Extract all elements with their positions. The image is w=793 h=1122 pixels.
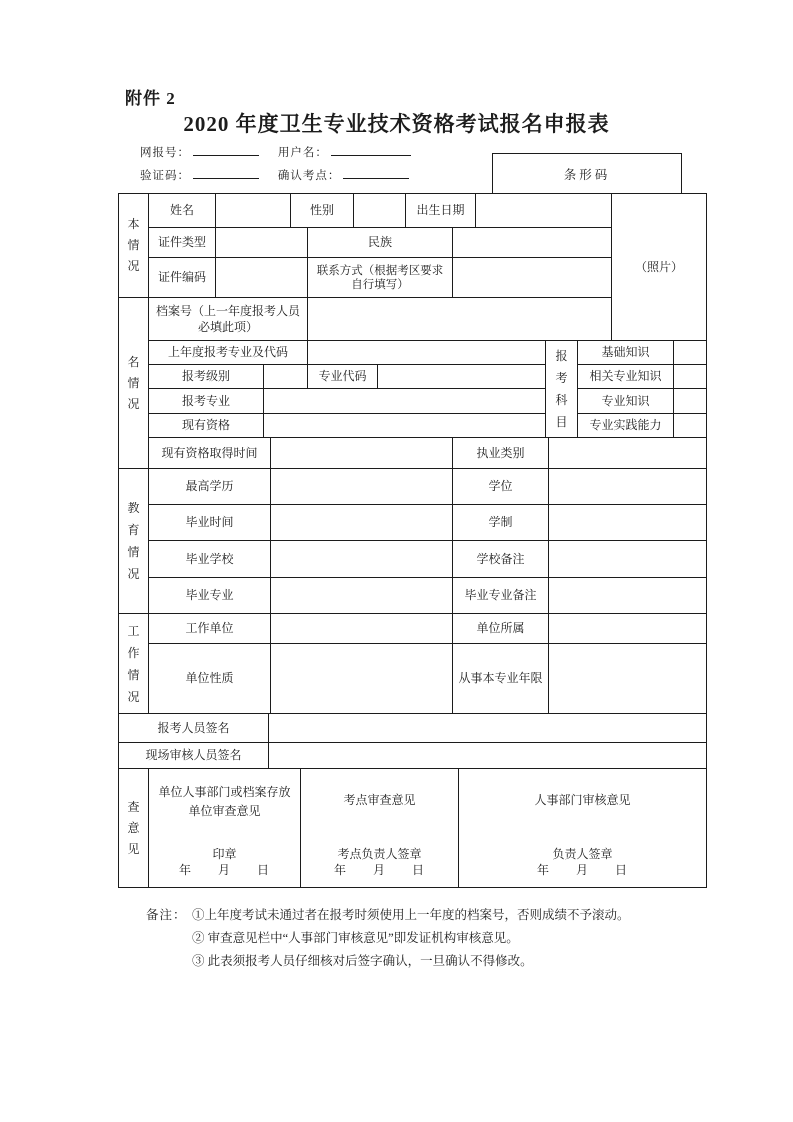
unit-review-date-label: 年 月 日 (178, 863, 270, 877)
ethnicity-value-cell (452, 227, 612, 258)
section-label-registration: 名情况 (118, 297, 149, 469)
prev-major-code-value-cell (307, 340, 546, 365)
grad-major-note-value-cell (548, 577, 707, 614)
web-id-label: 网报号： (140, 147, 190, 159)
subject-basic-knowledge-label: 基础知识 (577, 340, 674, 365)
grad-major-value-cell (270, 577, 453, 614)
qual-obtained-time-value-cell (270, 437, 453, 469)
unit-review-title: 单位人事部门或档案存放单位审查意见 (158, 785, 291, 818)
barcode-label: 条形码 (563, 167, 611, 182)
onsite-reviewer-signature-label: 现场审核人员签名 (118, 742, 269, 769)
grad-time-value-cell (270, 504, 453, 541)
subject-related-knowledge-value-cell (673, 364, 707, 389)
applicant-signature-cell (268, 713, 707, 743)
practice-category-value-cell (548, 437, 707, 469)
name-value-cell (215, 193, 291, 228)
practice-category-label: 执业类别 (452, 437, 549, 469)
school-note-label: 学校备注 (452, 540, 549, 578)
subject-basic-knowledge-value-cell (673, 340, 707, 365)
hr-review-title: 人事部门审核意见 (534, 793, 631, 807)
gender-value-cell (353, 193, 406, 228)
unit-type-value-cell (270, 643, 453, 714)
archive-no-label: 档案号（上一年度报考人员必填此项） (148, 297, 308, 341)
grad-major-note-label: 毕业专业备注 (452, 577, 549, 614)
grad-school-label: 毕业学校 (148, 540, 271, 578)
exam-major-label: 报考专业 (148, 388, 264, 414)
prev-major-code-label: 上年度报考专业及代码 (148, 340, 308, 365)
barcode-box (492, 153, 682, 194)
subject-professional-knowledge-value-cell (673, 388, 707, 414)
name-label: 姓名 (148, 193, 216, 228)
current-qual-label: 现有资格 (148, 413, 264, 438)
contact-label: 联系方式（根据考区要求自行填写） (307, 257, 453, 298)
affiliation-value-cell (548, 613, 707, 644)
captcha-label: 验证码： (140, 170, 190, 182)
unit-review-seal-label: 印章 (212, 847, 237, 861)
grad-time-label: 毕业时间 (148, 504, 271, 541)
major-code-label: 专业代码 (307, 364, 378, 389)
section-label-work: 工作情况 (118, 613, 149, 714)
confirm-site-blank-line (343, 166, 409, 179)
username-label: 用户名： (277, 147, 328, 159)
subject-professional-knowledge-label: 专业知识 (577, 388, 674, 414)
note-item-1: ①上年度考试未通过者在报考时须使用上一年度的档案号，否则成绩不予滚动。 (192, 908, 630, 922)
note-item-2: ② 审查意见栏中“人事部门审核意见”即发证机构审核意见。 (192, 931, 519, 945)
meta-line-2 (140, 166, 413, 183)
affiliation-label: 单位所属 (452, 613, 549, 644)
contact-value-cell (452, 257, 612, 298)
ethnicity-label: 民族 (307, 227, 453, 258)
birth-date-value-cell (475, 193, 612, 228)
meta-line-1 (140, 143, 415, 160)
employer-value-cell (270, 613, 453, 644)
attachment-label: 附件 2 (125, 89, 176, 108)
degree-value-cell (548, 468, 707, 505)
major-code-value-cell (377, 364, 546, 389)
web-id-blank-line (193, 143, 259, 156)
captcha-blank-line (193, 166, 259, 179)
section-label-review: 查意见 (118, 768, 149, 888)
hr-review-cell (458, 768, 707, 888)
applicant-signature-label: 报考人员签名 (118, 713, 269, 743)
notes-block (146, 904, 716, 973)
degree-label: 学位 (452, 468, 549, 505)
section-label-education: 教育情况 (118, 468, 149, 614)
unit-type-label: 单位性质 (148, 643, 271, 714)
archive-no-value-cell (307, 297, 612, 341)
confirm-site-label: 确认考点： (277, 170, 341, 182)
site-review-title: 考点审查意见 (343, 793, 416, 807)
id-type-label: 证件类型 (148, 227, 216, 258)
id-type-value-cell (215, 227, 308, 258)
section-label-basic: 本情况 (118, 193, 149, 298)
site-review-date-label: 年 月 日 (333, 863, 425, 877)
id-number-label: 证件编码 (148, 257, 216, 298)
unit-review-cell (148, 768, 301, 888)
form-table (118, 193, 707, 888)
grad-school-value-cell (270, 540, 453, 578)
site-review-seal-label: 考点负责人签章 (337, 847, 422, 861)
form-title: 2020 年度卫生专业技术资格考试报名申报表 (183, 112, 610, 136)
years-in-major-label: 从事本专业年限 (452, 643, 549, 714)
subject-related-knowledge-label: 相关专业知识 (577, 364, 674, 389)
highest-edu-value-cell (270, 468, 453, 505)
onsite-reviewer-signature-cell (268, 742, 707, 769)
hr-review-date-label: 年 月 日 (536, 863, 628, 877)
subject-practice-ability-label: 专业实践能力 (577, 413, 674, 438)
id-number-value-cell (215, 257, 308, 298)
schooling-years-label: 学制 (452, 504, 549, 541)
exam-major-value-cell (263, 388, 546, 414)
years-in-major-value-cell (548, 643, 707, 714)
qual-obtained-time-label: 现有资格取得时间 (148, 437, 271, 469)
subject-practice-ability-value-cell (673, 413, 707, 438)
exam-subjects-label: 报考科目 (545, 340, 578, 438)
note-item-3: ③ 此表须报考人员仔细核对后签字确认，一旦确认不得修改。 (192, 954, 533, 968)
notes-label: 备注： (146, 908, 187, 922)
employer-label: 工作单位 (148, 613, 271, 644)
site-review-cell (300, 768, 459, 888)
grad-major-label: 毕业专业 (148, 577, 271, 614)
hr-review-seal-label: 负责人签章 (552, 847, 613, 861)
gender-label: 性别 (290, 193, 354, 228)
school-note-value-cell (548, 540, 707, 578)
birth-date-label: 出生日期 (405, 193, 476, 228)
level-value-cell (263, 364, 308, 389)
photo-cell: （照片） (611, 193, 707, 341)
current-qual-value-cell (263, 413, 546, 438)
level-label: 报考级别 (148, 364, 264, 389)
highest-edu-label: 最高学历 (148, 468, 271, 505)
schooling-years-value-cell (548, 504, 707, 541)
username-blank-line (331, 143, 411, 156)
